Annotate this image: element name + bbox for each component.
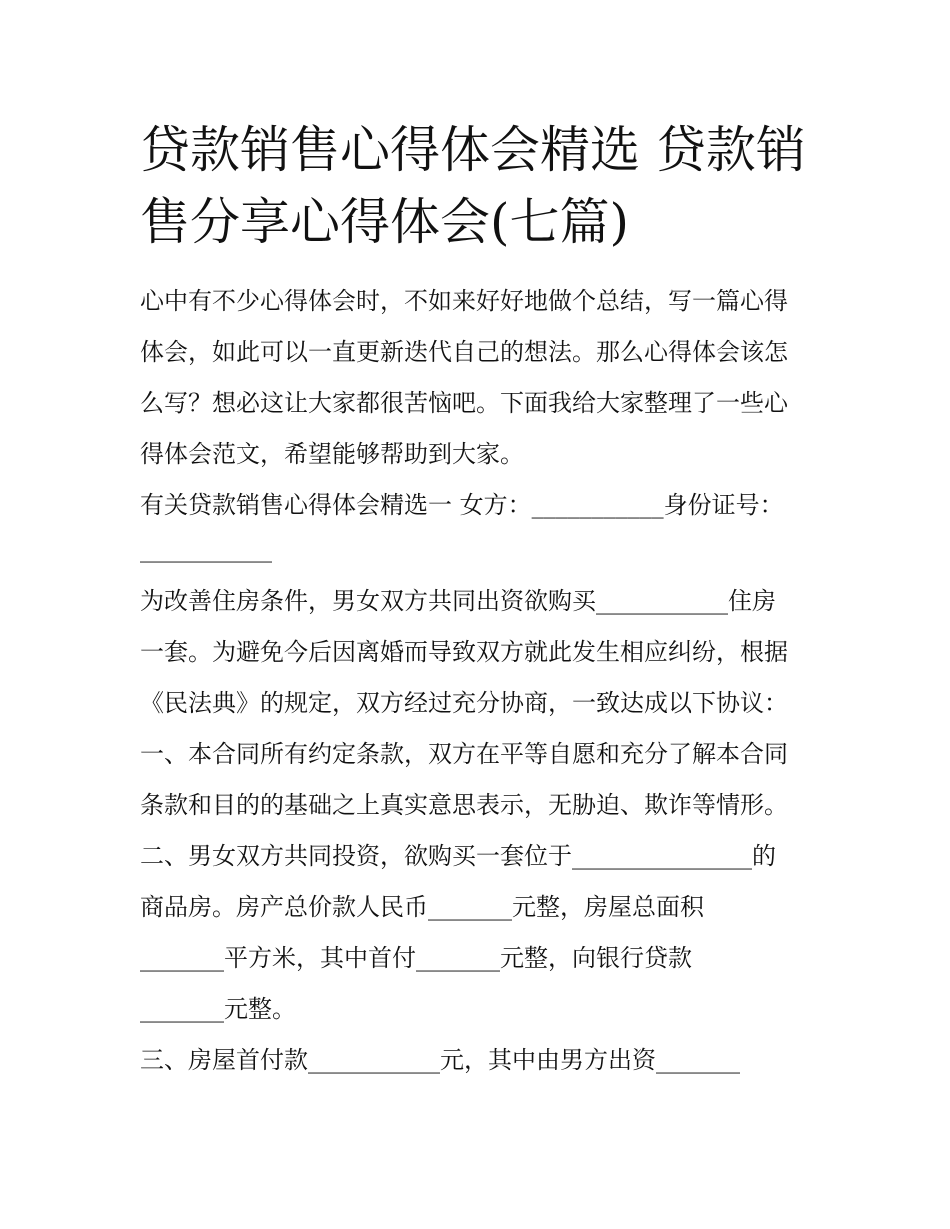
clause-1-line-2: 条款和目的的基础之上真实意思表示，无胁迫、欺诈等情形。 xyxy=(140,791,788,819)
body-line-1: 为改善住房条件，男女双方共同出资欲购买___________住房 xyxy=(140,587,776,615)
clause-2-line-1: 二、男女双方共同投资，欲购买一套位于_______________的 xyxy=(140,842,776,870)
clause-2-line-3: _______平方米，其中首付_______元整，向银行贷款 xyxy=(140,944,692,972)
title-line-1: 贷款销售心得体会精选 贷款销 xyxy=(140,121,806,179)
intro-line-3: 么写？想必这让大家都很苦恼吧。下面我给大家整理了一些心 xyxy=(140,389,788,417)
section-heading-line: 有关贷款销售心得体会精选一 女方：___________身份证号： xyxy=(140,491,784,519)
clause-3-line-1: 三、房屋首付款___________元，其中由男方出资_______ xyxy=(140,1046,740,1074)
clause-2-line-2: 商品房。房产总价款人民币_______元整，房屋总面积 xyxy=(140,893,704,921)
body-line-2: 一套。为避免今后因离婚而导致双方就此发生相应纠纷，根据 xyxy=(140,638,788,666)
clause-1-line-1: 一、本合同所有约定条款，双方在平等自愿和充分了解本合同 xyxy=(140,740,788,768)
intro-line-4: 得体会范文，希望能够帮助到大家。 xyxy=(140,440,524,468)
id-number-blank-line: ___________ xyxy=(140,535,272,563)
clause-2-line-4: _______元整。 xyxy=(140,995,296,1023)
document-title xyxy=(140,114,820,258)
intro-line-1: 心中有不少心得体会时，不如来好好地做个总结，写一篇心得 xyxy=(140,287,788,315)
body-line-3: 《民法典》的规定，双方经过充分协商，一致达成以下协议： xyxy=(140,689,788,717)
intro-line-2: 体会，如此可以一直更新迭代自己的想法。那么心得体会该怎 xyxy=(140,338,788,366)
title-line-2: 售分享心得体会(七篇) xyxy=(140,193,630,251)
